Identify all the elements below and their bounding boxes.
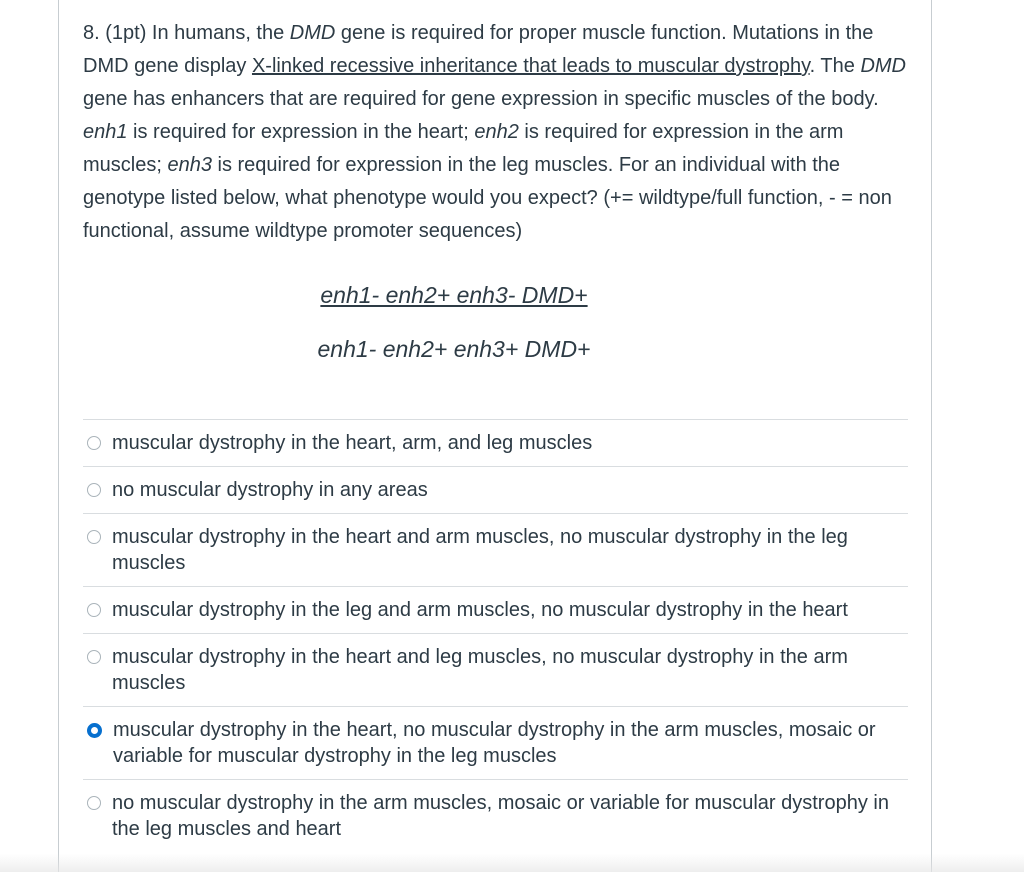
bottom-shadow [0, 854, 1024, 872]
radio-button[interactable] [87, 603, 101, 617]
radio-button[interactable] [87, 530, 101, 544]
answer-option[interactable] [83, 513, 908, 586]
radio-button[interactable] [87, 483, 101, 497]
left-border [58, 0, 59, 872]
answer-label: muscular dystrophy in the heart and arm muscles, no muscular dystrophy in the leg muscles [112, 526, 848, 574]
answer-label: muscular dystrophy in the heart and leg muscles, no muscular dystrophy in the arm muscles [112, 646, 848, 694]
answer-list [83, 419, 908, 852]
answer-label: muscular dystrophy in the leg and arm muscles, no muscular dystrophy in the heart [112, 599, 848, 621]
answer-label: no muscular dystrophy in any areas [112, 479, 428, 501]
genotype-line-1: enh1- enh2+ enh3- DMD+ [320, 282, 588, 308]
question-block [83, 17, 913, 376]
answer-option-selected[interactable] [83, 706, 908, 779]
radio-button[interactable] [87, 796, 101, 810]
gene-name: DMD [289, 22, 336, 44]
answer-label: muscular dystrophy in the heart, arm, and leg muscles [112, 432, 593, 454]
radio-button[interactable] [87, 650, 101, 664]
question-number: 8. [83, 22, 100, 44]
genotype-block [83, 268, 913, 376]
answer-option[interactable] [83, 586, 908, 633]
answer-option[interactable] [83, 419, 908, 466]
answer-option[interactable] [83, 633, 908, 706]
right-border [931, 0, 932, 872]
answer-option[interactable] [83, 466, 908, 513]
radio-button-selected[interactable] [87, 723, 102, 738]
genotype-line-2: enh1- enh2+ enh3+ DMD+ [317, 336, 591, 362]
answer-label: muscular dystrophy in the heart, no muscular dystrophy in the arm muscles, mosaic or variable for muscular dystrophy in the leg muscles [113, 719, 876, 767]
radio-button[interactable] [87, 436, 101, 450]
answer-label: no muscular dystrophy in the arm muscles, mosaic or variable for muscular dystrophy in the leg muscles and heart [112, 792, 889, 840]
question-text: 8. (1pt) In humans, the DMD gene is required for proper muscle function. Mutations in the DMD gene display X-linked recessive inheritance that leads to muscular dystrophy. The DMD gene has enhancers that are required for gene expression in specific muscles of the body. enh1 is required for expression in the heart; enh2 is required for expression in the arm muscles; enh3 is required for expression in the leg muscles. For an individual with the genotype listed below, what phenotype would you expect? (+= wildtype/full function, - = non functional, assume wildtype promoter sequences) [83, 22, 906, 242]
question-points: (1pt) [105, 22, 147, 44]
answer-option[interactable] [83, 779, 908, 852]
inheritance-link[interactable]: X-linked recessive inheritance that leads to muscular dystrophy [251, 55, 810, 77]
